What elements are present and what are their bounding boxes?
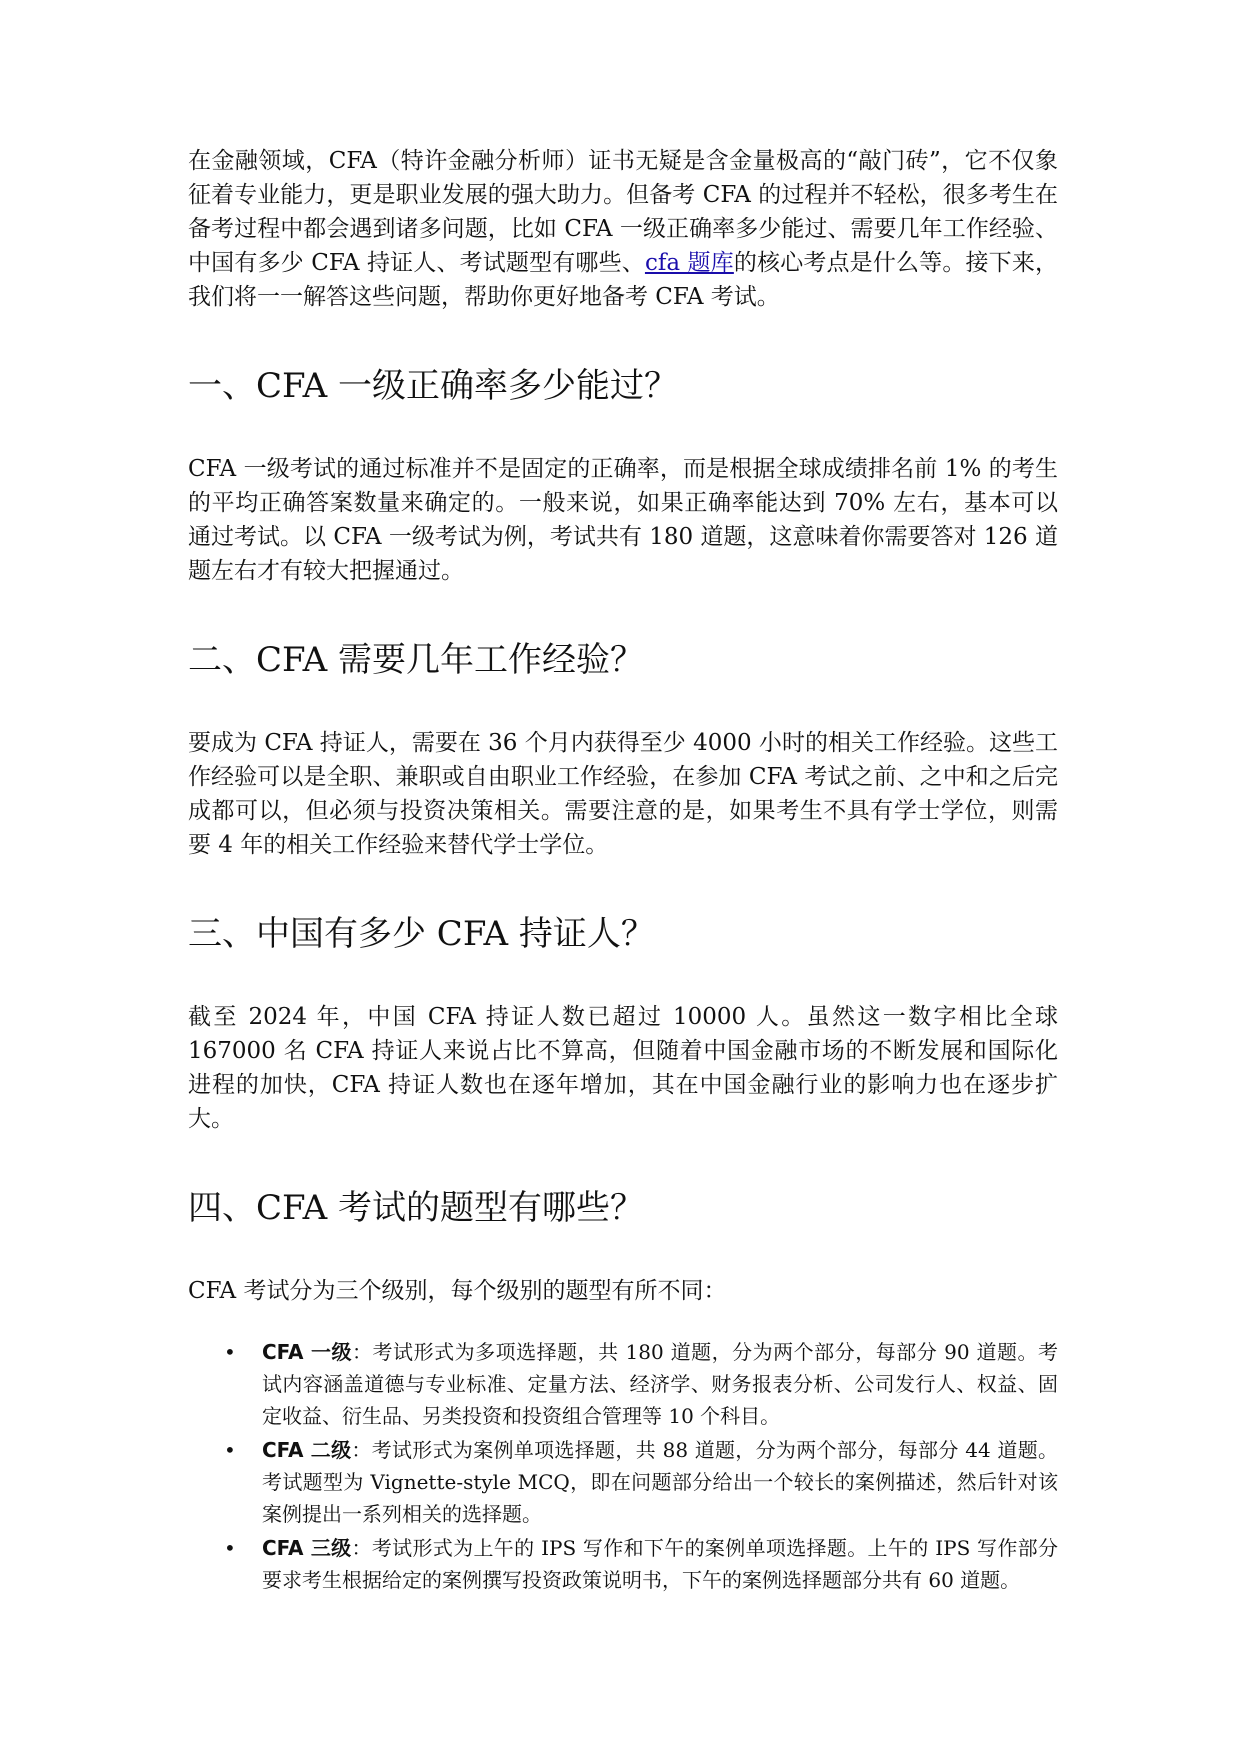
bullet-icon: • (224, 1438, 236, 1462)
intro-text-before-link: 在金融领域，CFA（特许金融分析师）证书无疑是含金量极高的“敲门砖”，它不仅象征着专业能力，更是职业发展的强大助力。但备考 CFA 的过程并不轻松，很多考生在备考过程中都会遇到诸多问题，比如 CFA 一级正确率多少能过、需要几年工作经验、中国有多少 CFA 持证人、考试题型有哪些、 (188, 148, 1058, 276)
level-2-label: CFA 二级 (262, 1438, 352, 1462)
section-4-heading: 四、CFA 考试的题型有哪些？ (188, 1188, 645, 1228)
level-3-label: CFA 三级 (262, 1536, 352, 1560)
section-4-paragraph: CFA 考试分为三个级别，每个级别的题型有所不同： (188, 1278, 727, 1304)
section-3-heading: 三、中国有多少 CFA 持证人？ (188, 914, 655, 954)
level-1-text: ：考试形式为多项选择题，共 180 道题，分为两个部分，每部分 90 道题。考试内容涵盖道德与专业标准、定量方法、经济学、财务报表分析、公司发行人、权益、固定收益、衍生品、另类投资和投资组合管理等 10 个科目。 (262, 1340, 1058, 1428)
intro-paragraph (188, 144, 1058, 314)
intro-text-after-link: 的核心考点是什么等。接下来，我们将一一解答这些问题，帮助你更好地备考 CFA 考试。 (188, 250, 1059, 310)
document-page (188, 144, 1058, 1598)
exam-levels-list (188, 1336, 1058, 1596)
list-item-level-3 (224, 1532, 1058, 1596)
list-item-level-2 (224, 1434, 1058, 1530)
cfa-question-bank-link[interactable]: cfa 题库 (644, 250, 734, 276)
section-2-heading: 二、CFA 需要几年工作经验？ (188, 640, 645, 680)
section-1-heading: 一、CFA 一级正确率多少能过？ (188, 366, 679, 406)
bullet-icon: • (224, 1536, 236, 1560)
level-1-label: CFA 一级 (262, 1340, 353, 1364)
level-2-text: ：考试形式为案例单项选择题，共 88 道题，分为两个部分，每部分 44 道题。考试题型为 Vignette-style MCQ，即在问题部分给出一个较长的案例描述，然后针对该案例提出一系列相关的选择题。 (262, 1438, 1058, 1526)
level-3-text: ：考试形式为上午的 IPS 写作和下午的案例单项选择题。上午的 IPS 写作部分要求考生根据给定的案例撰写投资政策说明书，下午的案例选择题部分共有 60 道题。 (262, 1536, 1058, 1592)
section-1-paragraph: CFA 一级考试的通过标准并不是固定的正确率，而是根据全球成绩排名前 1% 的考生的平均正确答案数量来确定的。一般来说，如果正确率能达到 70% 左右，基本可以通过考试。以 CFA 一级考试为例，考试共有 180 道题，这意味着你需要答对 126 道题左右才有较大把握通过。 (188, 456, 1058, 584)
bullet-icon: • (224, 1340, 236, 1364)
list-item-level-1 (224, 1336, 1058, 1432)
section-2-paragraph: 要成为 CFA 持证人，需要在 36 个月内获得至少 4000 小时的相关工作经验。这些工作经验可以是全职、兼职或自由职业工作经验，在参加 CFA 考试之前、之中和之后完成都可以，但必须与投资决策相关。需要注意的是，如果考生不具有学士学位，则需要 4 年的相关工作经验来替代学士学位。 (188, 730, 1058, 858)
section-3-paragraph: 截至 2024 年，中国 CFA 持证人数已超过 10000 人。虽然这一数字相比全球 167000 名 CFA 持证人来说占比不算高，但随着中国金融市场的不断发展和国际化进程的加快，CFA 持证人数也在逐年增加，其在中国金融行业的影响力也在逐步扩大。 (188, 1004, 1058, 1132)
